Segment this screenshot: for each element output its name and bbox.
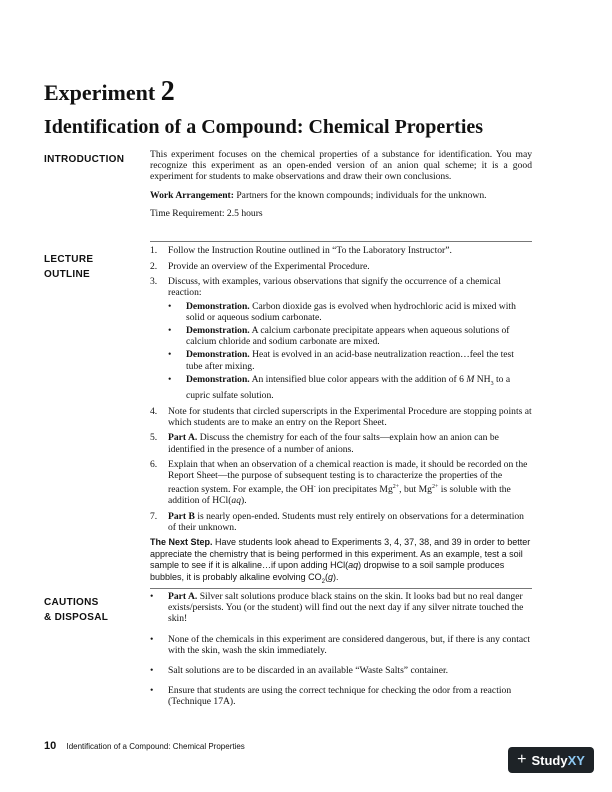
cautions-label [44, 595, 108, 625]
co2-subscript: 2 [321, 578, 325, 585]
cautions-body [150, 591, 532, 717]
introduction-label-text: INTRODUCTION [44, 154, 125, 165]
outline-item-6c: , but Mg [399, 483, 432, 495]
outline-item-5: Discuss the chemistry for each of the four salts—explain how an anion can be identified in the presence of a number of anions. [168, 432, 499, 455]
divider [150, 241, 532, 242]
part-b-label: Part B [168, 510, 195, 522]
experiment-label: Experiment [44, 80, 156, 105]
outline-item-6: Explain that when an observation of a chemical reaction is made, it should be recorded on the Report Sheet—the purpose of subsequent testing is to characterize the properties of the reaction system. For example, the OH [168, 459, 528, 495]
list-item: 7. Part B is nearly open-ended. Students must rely entirely on observations for a determination of their unknown. [150, 510, 524, 533]
introduction-paragraph: This experiment focuses on the chemical properties of a substance for identification. You may recognize this experiment as an open-ended version of an anion qual scheme; it is a good experiment for students to make observations and draw their own conclusions. [150, 149, 532, 183]
demo-text: An intensified blue color appears with the addition of 6 [251, 373, 464, 385]
page-title: Identification of a Compound: Chemical Properties [44, 116, 484, 138]
outline-item-6b: ion precipitates Mg [318, 483, 393, 495]
molarity-unit: M [466, 373, 475, 385]
demo-item: • Demonstration. Carbon dioxide gas is evolved when hydrochloric acid is mixed with solid or aqueous sodium carbonate. [168, 300, 516, 323]
demo-label: Demonstration. [186, 373, 250, 385]
demo-item: • Demonstration. A calcium carbonate precipitate appears when aqueous solutions of calcium chloride and sodium carbonate are mixed. [168, 325, 510, 348]
next-step-text-4: ). [332, 571, 339, 582]
outline-item-1: Follow the Instruction Routine outlined in “To the Laboratory Instructor”. [168, 245, 452, 256]
list-item: • Part A. Silver salt solutions produce black stains on the skin. It looks bad but no real danger exists/persists. You (or the student) will find out the next day if any silver nitrate touched the skin! [150, 591, 524, 625]
introduction-label [44, 152, 124, 167]
cautions-label-line1: CAUTIONS [44, 597, 99, 608]
list-item: 4. Note for students that circled superscripts in the Experimental Procedure are stopping points at which students are to make an entry on the Report Sheet. [150, 405, 532, 428]
demo-text-after: to a cupric sulfate solution. [186, 373, 511, 401]
list-item: 3. Discuss, with examples, various observations that signify the occurrence of a chemical reaction: • Demonstration. Carbon dioxide gas is evolved when hydrochloric acid is mixed with solid or aqueous sodium carbonate. • Demonstration. A calcium carbonate precipitate appears when aqueous solutions of calcium chloride and sodium carbonate are mixed. • Demonstration. Heat is evolved in an acid-base neutralization reaction…feel the test tube after mixing. • Demonstration. An intensified blue color appears with the addition of 6 M $NH_3$ to a cupric sulfate solution. [150, 276, 532, 401]
page-number: 10 [44, 740, 57, 752]
experiment-heading [44, 76, 175, 108]
aq-state: aq [348, 560, 359, 570]
demo-item: • Demonstration. Heat is evolved in an acid-base neutralization reaction…feel the test tube after mixing. [168, 349, 514, 372]
next-step-label: The Next Step. [150, 537, 213, 547]
next-step-text-2: ) dropwise to a soil sample produces bubbles, it is probably alkaline evolving CO [150, 560, 505, 582]
work-arrangement-label: Work Arrangement: [150, 189, 234, 201]
list-item: • Ensure that students are using the correct technique for checking the odor from a reaction (Technique 17A). [150, 685, 512, 708]
page-footer [44, 740, 245, 752]
studyxy-badge[interactable] [508, 747, 594, 773]
running-title: Identification of a Compound: Chemical Properties [66, 742, 245, 751]
aq-state: aq [231, 494, 242, 506]
mg-charge-2: 2+ [431, 483, 439, 490]
caution-4: Ensure that students are using the correct technique for checking the odor from a reaction (Technique 17A). [168, 685, 512, 708]
caution-1: Silver salt solutions produce black stains on the skin. It looks bad but no real danger exists/persists. You (or the student) will find out the next day if any silver nitrate touched the skin! [168, 591, 524, 625]
lecture-outline-body [150, 245, 532, 537]
work-arrangement [150, 190, 532, 201]
list-item: 6. Explain that when an observation of a chemical reaction is made, it should be recorded on the Report Sheet—the purpose of subsequent testing is to characterize the properties of the reaction system. For example, the OH- ion precipitates $Mg^{2+}$, but $Mg^{2+}$ is soluble with the addition of HCl(aq). [150, 459, 528, 506]
lecture-label-line2: OUTLINE [44, 269, 90, 280]
demo-label: Demonstration. [186, 325, 250, 336]
mg-charge: 2+ [392, 483, 400, 490]
demo-label: Demonstration. [186, 349, 250, 361]
list-item: 1. Follow the Instruction Routine outlined in “To the Laboratory Instructor”. [150, 245, 452, 256]
demo-text: Heat is evolved in an acid-base neutralization reaction…feel the test tube after mixing. [186, 349, 514, 372]
caution-2: None of the chemicals in this experiment are considered dangerous, but, if there is any contact with the skin, wash the skin immediately. [168, 633, 531, 656]
outline-item-7: is nearly open-ended. Students must rely entirely on observations for a determination of their unknown. [168, 510, 524, 533]
brand-xy: XY [567, 752, 585, 768]
nh3-formula: NH [476, 373, 491, 385]
next-step-text: Have students look ahead to Experiments 3, 4, 37, 38, and 39 in order to better appreciate the chemistry that is being performed in this experiment. As an example, test a soil sample to see if it is alkaline…if upon adding HCl( [150, 537, 531, 570]
caution-3: Salt solutions are to be discarded in an available “Waste Salts” container. [168, 665, 449, 677]
brand-study: Study [531, 752, 568, 768]
work-arrangement-text: Partners for the known compounds; individuals for the unknown. [236, 189, 487, 201]
outline-item-3: Discuss, with examples, various observations that signify the occurrence of a chemical reaction: [168, 276, 501, 299]
part-a-label: Part A. [168, 591, 198, 602]
time-requirement: Time Requirement: 2.5 hours [150, 207, 263, 219]
lecture-outline-label [44, 252, 93, 282]
outline-item-6d: is soluble with the addition of HCl( [168, 483, 511, 506]
demo-text: Carbon dioxide gas is evolved when hydrochloric acid is mixed with solid or aqueous sodium carbonate. [186, 300, 516, 323]
nh3-subscript: 3 [490, 380, 494, 387]
introduction-body [150, 149, 532, 219]
list-item: • None of the chemicals in this experiment are considered dangerous, but, if there is any contact with the skin, wash the skin immediately. [150, 633, 531, 656]
plus-icon: + [517, 751, 527, 768]
lecture-label-line1: LECTURE [44, 254, 94, 265]
divider [150, 588, 532, 589]
gas-state: g [327, 571, 333, 582]
outline-item-6e: ). [241, 494, 247, 506]
outline-item-4: Note for students that circled superscripts in the Experimental Procedure are stopping points at which students are to make an entry on the Report Sheet. [168, 405, 532, 428]
oh-charge: - [313, 483, 316, 490]
list-item: 5. Part A. Discuss the chemistry for each of the four salts—explain how an anion can be identified in the presence of a number of anions. [150, 432, 499, 455]
next-step [150, 537, 532, 588]
list-item: • Salt solutions are to be discarded in an available “Waste Salts” container. [150, 665, 449, 677]
next-step-text-3: ( [324, 571, 328, 582]
list-item: 2. Provide an overview of the Experimental Procedure. [150, 260, 370, 272]
experiment-number: 2 [160, 76, 175, 107]
cautions-label-line2: & DISPOSAL [44, 612, 109, 623]
outline-item-2: Provide an overview of the Experimental Procedure. [168, 260, 370, 272]
demo-text: A calcium carbonate precipitate appears when aqueous solutions of calcium chloride and sodium carbonate are mixed. [186, 325, 510, 348]
demo-label: Demonstration. [186, 300, 250, 312]
part-a-label: Part A. [168, 432, 198, 444]
demo-item: • Demonstration. An intensified blue color appears with the addition of 6 M $NH_3$ to a cupric sulfate solution. [168, 373, 511, 401]
